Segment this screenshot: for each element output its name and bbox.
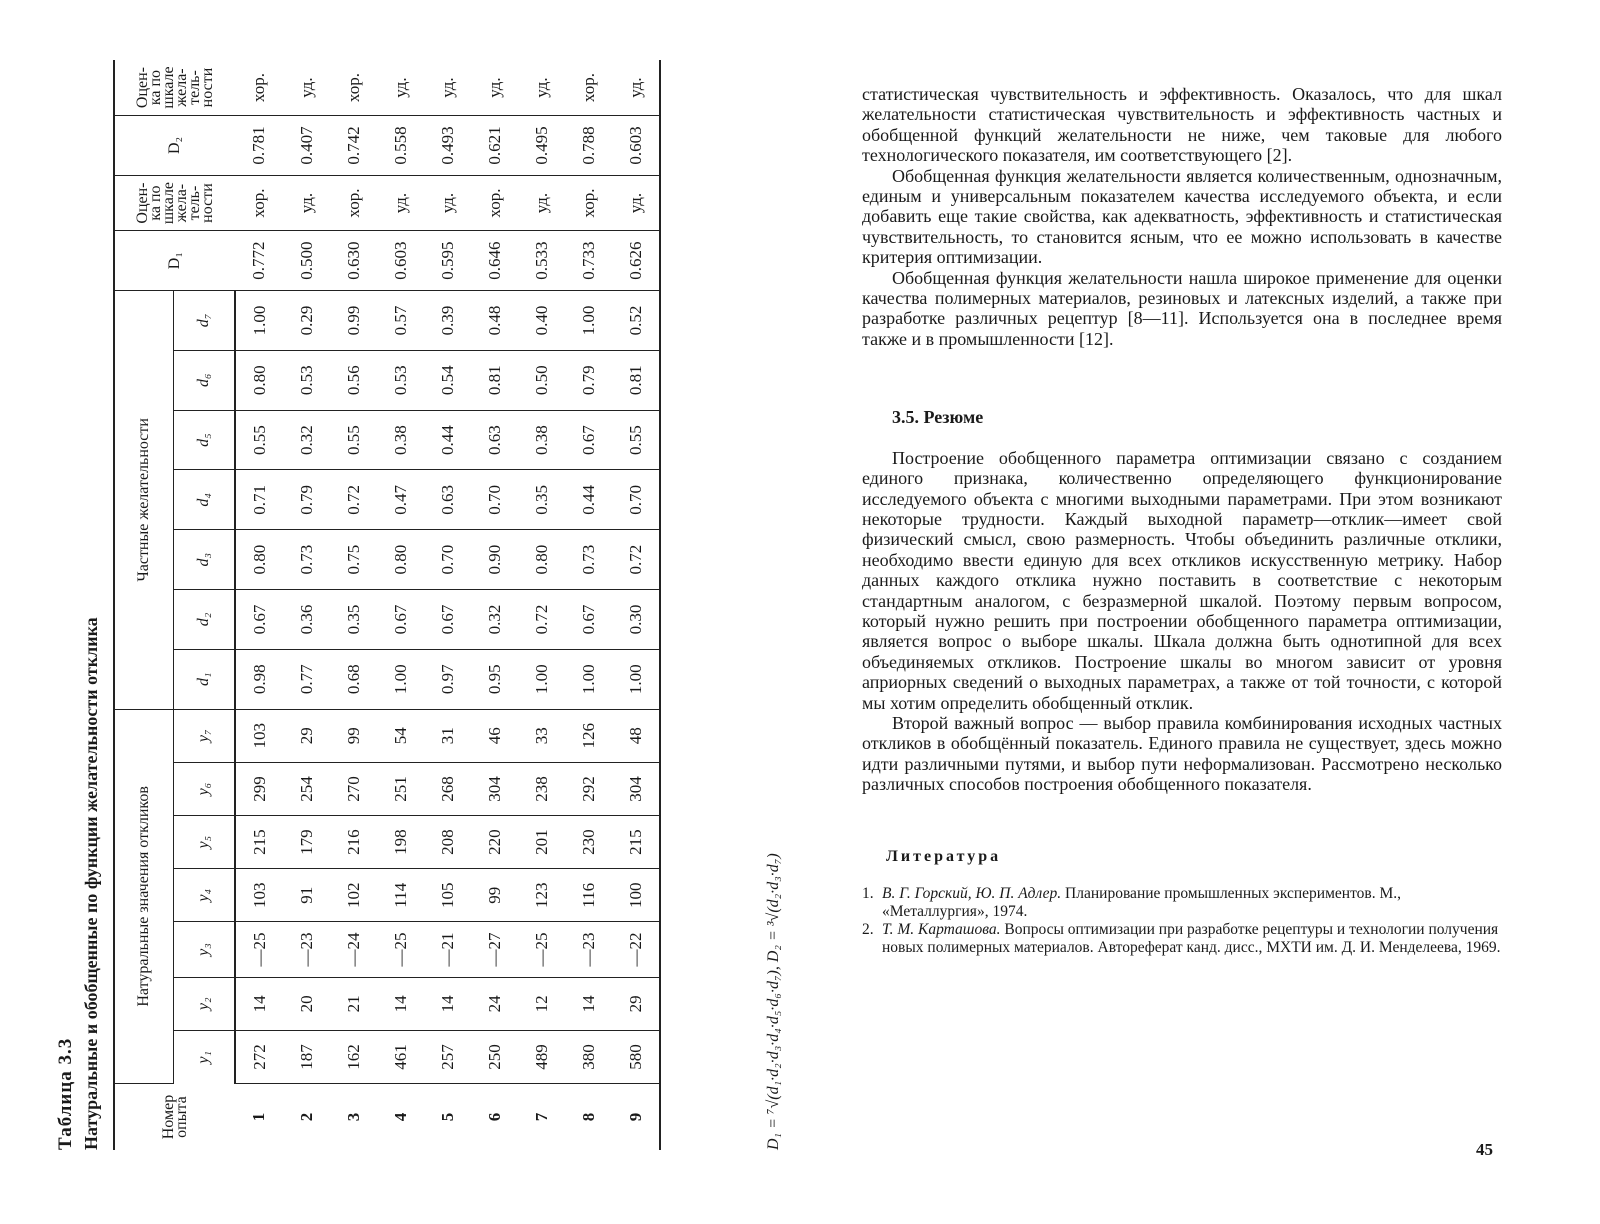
y4-cell: 123	[518, 869, 565, 922]
d4-cell: 0.70	[471, 470, 518, 530]
d7-cell: 0.99	[330, 291, 377, 351]
d5-cell: 0.67	[565, 410, 612, 470]
d1-cell: 0.98	[235, 649, 283, 709]
header-d3: d₃	[174, 530, 236, 590]
table-title: Натуральные и обобщенные по функции желательности отклика	[81, 617, 101, 1150]
header-d1: d₁	[174, 649, 236, 709]
references-heading: Литература	[886, 847, 1002, 865]
d5-cell: 0.38	[377, 410, 424, 470]
rotated-table-block	[55, 60, 782, 1150]
reference-item	[862, 885, 1502, 921]
d6-cell: 0.53	[283, 350, 330, 410]
run-number-cell: 8	[578, 1112, 598, 1122]
score2-cell: хор.	[565, 60, 612, 116]
run-number-cell: 3	[343, 1112, 363, 1122]
d6-cell: 0.54	[424, 350, 471, 410]
header-D2: D₂	[114, 116, 235, 176]
score1-cell: уд.	[283, 175, 330, 230]
header-y2: y₂	[174, 977, 236, 1030]
d3-cell: 0.73	[565, 530, 612, 590]
D1-cell: 0.646	[471, 231, 518, 291]
d7-cell: 0.40	[518, 291, 565, 351]
y6-cell: 251	[377, 762, 424, 815]
y7-cell: 99	[330, 709, 377, 762]
header-d6: d₆	[174, 350, 236, 410]
D2-cell: 0.788	[565, 116, 612, 176]
D1-cell: 0.500	[283, 231, 330, 291]
reference-details: Вопросы оптимизации при разработке рецептуры и технологии получения новых полимерных материалов. Автореферат канд. дисс., МХТИ им. Д. И. Менделеева, 1969.	[882, 921, 1501, 956]
y3-cell: —27	[471, 922, 518, 977]
d6-cell: 0.81	[612, 350, 660, 410]
score1-cell: уд.	[377, 175, 424, 230]
y1-cell: 580	[612, 1030, 660, 1083]
d6-cell: 0.50	[518, 350, 565, 410]
y2-cell: 29	[612, 977, 660, 1030]
D2-cell: 0.621	[471, 116, 518, 176]
y2-cell: 21	[330, 977, 377, 1030]
y1-cell: 461	[377, 1030, 424, 1083]
d2-cell: 0.67	[235, 590, 283, 650]
y1-cell: 162	[330, 1030, 377, 1083]
paragraph-continued: статистическая чувствительность и эффективность. Оказалось, что для шкал желательности статистическая чувствительность и эффективность частных и обобщенной функций желательности не ниже, чем таковые для любого технологического показателя, им соответствующего [2].	[862, 84, 1502, 166]
header-run-number: Номер опыта	[160, 1094, 190, 1140]
d6-cell: 0.81	[471, 350, 518, 410]
score1-cell: хор.	[471, 175, 518, 230]
y6-cell: 299	[235, 762, 283, 815]
y3-cell: —24	[330, 922, 377, 977]
reference-authors: Т. М. Карташова.	[882, 921, 1001, 938]
D2-cell: 0.558	[377, 116, 424, 176]
d3-cell: 0.75	[330, 530, 377, 590]
score1-cell: хор.	[235, 175, 283, 230]
header-D1: D₁	[114, 231, 235, 291]
d5-cell: 0.38	[518, 410, 565, 470]
d7-cell: 0.29	[283, 291, 330, 351]
score1-cell: уд.	[518, 175, 565, 230]
y5-cell: 230	[565, 816, 612, 869]
y4-cell: 103	[235, 869, 283, 922]
y3-cell: —21	[424, 922, 471, 977]
table-row	[612, 60, 660, 1150]
D2-cell: 0.781	[235, 116, 283, 176]
d1-cell: 0.95	[471, 649, 518, 709]
y3-cell: —23	[565, 922, 612, 977]
page-number: 45	[1476, 1140, 1493, 1159]
d3-cell: 0.72	[612, 530, 660, 590]
y4-cell: 116	[565, 869, 612, 922]
y1-cell: 257	[424, 1030, 471, 1083]
y7-cell: 54	[377, 709, 424, 762]
d7-cell: 0.39	[424, 291, 471, 351]
d4-cell: 0.79	[283, 470, 330, 530]
header-y1: y₁	[174, 1030, 236, 1083]
table-row	[283, 60, 330, 1150]
score2-cell: хор.	[235, 60, 283, 116]
d3-cell: 0.70	[424, 530, 471, 590]
y3-cell: —22	[612, 922, 660, 977]
d7-cell: 0.48	[471, 291, 518, 351]
run-number-cell: 7	[531, 1112, 551, 1122]
d7-cell: 1.00	[565, 291, 612, 351]
run-number-cell: 1	[249, 1112, 268, 1122]
y7-cell: 29	[283, 709, 330, 762]
D2-cell: 0.603	[612, 116, 660, 176]
D1-cell: 0.733	[565, 231, 612, 291]
D2-cell: 0.495	[518, 116, 565, 176]
y2-cell: 12	[518, 977, 565, 1030]
paragraph: Обобщенная функция желательности нашла широкое применение для оценки качества полимерных материалов, резиновых и латексных изделий, а также при разработке различных рецептур [8—11]. Используется она в последнее время также и в промышленности [12].	[862, 267, 1502, 349]
y6-cell: 268	[424, 762, 471, 815]
D1-cell: 0.626	[612, 231, 660, 291]
d5-cell: 0.63	[471, 410, 518, 470]
score2-cell: уд.	[612, 60, 660, 116]
y2-cell: 14	[424, 977, 471, 1030]
right-page	[862, 84, 1502, 957]
y1-cell: 187	[283, 1030, 330, 1083]
d5-cell: 0.55	[235, 410, 283, 470]
y1-cell: 250	[471, 1030, 518, 1083]
header-d5: d₅	[174, 410, 236, 470]
score1-cell: хор.	[565, 175, 612, 230]
D2-cell: 0.742	[330, 116, 377, 176]
y2-cell: 14	[235, 977, 283, 1030]
d6-cell: 0.53	[377, 350, 424, 410]
d4-cell: 0.71	[235, 470, 283, 530]
reference-item	[862, 921, 1502, 957]
D1-cell: 0.533	[518, 231, 565, 291]
table-row	[235, 60, 283, 1150]
header-d4: d₄	[174, 470, 236, 530]
desirability-table	[113, 60, 661, 1150]
d3-cell: 0.80	[518, 530, 565, 590]
d5-cell: 0.32	[283, 410, 330, 470]
reference-details: Планирование промышленных экспериментов. М., «Металлургия», 1974.	[882, 885, 1401, 920]
d2-cell: 0.72	[518, 590, 565, 650]
D2-cell: 0.493	[424, 116, 471, 176]
reference-text	[882, 921, 1502, 957]
D1-cell: 0.595	[424, 231, 471, 291]
d2-cell: 0.30	[612, 590, 660, 650]
y5-cell: 215	[235, 816, 283, 869]
d1-cell: 1.00	[565, 649, 612, 709]
d4-cell: 0.70	[612, 470, 660, 530]
d3-cell: 0.80	[235, 530, 283, 590]
d3-cell: 0.73	[283, 530, 330, 590]
d4-cell: 0.63	[424, 470, 471, 530]
header-d7: d₇	[174, 291, 236, 351]
d3-cell: 0.80	[377, 530, 424, 590]
y6-cell: 238	[518, 762, 565, 815]
y4-cell: 91	[283, 869, 330, 922]
y5-cell: 179	[283, 816, 330, 869]
d2-cell: 0.67	[377, 590, 424, 650]
y5-cell: 220	[471, 816, 518, 869]
header-d2: d₂	[174, 590, 236, 650]
d1-cell: 1.00	[612, 649, 660, 709]
y1-cell: 272	[235, 1030, 283, 1083]
d7-cell: 1.00	[235, 291, 283, 351]
table-row	[424, 60, 471, 1150]
D1-cell: 0.772	[235, 231, 283, 291]
d1-cell: 1.00	[377, 649, 424, 709]
score1-cell: уд.	[612, 175, 660, 230]
D1-cell: 0.630	[330, 231, 377, 291]
d2-cell: 0.35	[330, 590, 377, 650]
y6-cell: 270	[330, 762, 377, 815]
header-y6: y₆	[174, 762, 236, 815]
table-caption: Таблица 3.3	[55, 1037, 76, 1150]
d3-cell: 0.90	[471, 530, 518, 590]
d6-cell: 0.56	[330, 350, 377, 410]
d7-cell: 0.52	[612, 291, 660, 351]
score2-cell: уд.	[424, 60, 471, 116]
y7-cell: 48	[612, 709, 660, 762]
y7-cell: 31	[424, 709, 471, 762]
d5-cell: 0.55	[330, 410, 377, 470]
score2-cell: уд.	[377, 60, 424, 116]
d2-cell: 0.67	[565, 590, 612, 650]
d5-cell: 0.44	[424, 410, 471, 470]
score2-cell: хор.	[330, 60, 377, 116]
d1-cell: 0.68	[330, 649, 377, 709]
d2-cell: 0.67	[424, 590, 471, 650]
header-y3: y₃	[174, 922, 236, 977]
y4-cell: 99	[471, 869, 518, 922]
header-partial-desirability: Частные желательности	[114, 291, 174, 710]
d7-cell: 0.57	[377, 291, 424, 351]
y4-cell: 105	[424, 869, 471, 922]
header-y7: y₇	[174, 709, 236, 762]
y3-cell: —25	[518, 922, 565, 977]
y2-cell: 14	[377, 977, 424, 1030]
paragraph: Второй важный вопрос — выбор правила комбинирования исходных частных откликов в обобщённый показатель. Единого правила не существует, здесь можно идти различными путями, и выбор пути неформализован. Рассмотрено несколько различных способов построения обобщенного показателя.	[862, 712, 1502, 795]
y5-cell: 201	[518, 816, 565, 869]
run-number-cell: 6	[484, 1112, 504, 1122]
y5-cell: 208	[424, 816, 471, 869]
y3-cell: —25	[235, 922, 283, 977]
d1-cell: 1.00	[518, 649, 565, 709]
header-y5: y₅	[174, 816, 236, 869]
run-number-cell: 4	[390, 1112, 410, 1122]
reference-number: 2.	[862, 921, 874, 938]
table-row	[330, 60, 377, 1150]
left-page	[0, 0, 790, 1224]
d4-cell: 0.35	[518, 470, 565, 530]
score2-cell: уд.	[471, 60, 518, 116]
y7-cell: 103	[235, 709, 283, 762]
paragraph: Построение обобщенного параметра оптимизации связано с созданием единого признака, количественно определяющего функционирование исследуемого объекта с многими выходными параметрами. При этом возникают некоторые трудности. Каждый выходной параметр—отклик—имеет свой физический смысл, свою размерность. Чтобы объединить различные отклики, необходимо ввести единую для всех откликов искусственную метрику. Набор данных каждого отклика нужно поставить в соответствие с некоторым стандартным аналогом, с безразмерной шкалой. Поэтому первым вопросом, который нужно решить при построении обобщенного параметра оптимизации, является вопрос о выборе шкалы. Шкала должна быть однотипной для всех объединяемых откликов. Построение шкалы во многом зависит от уровня априорных сведений о выходных параметрах, а также от той точности, с которой мы хотим определить обобщенный отклик.	[862, 447, 1502, 713]
run-number-cell: 5	[437, 1112, 457, 1122]
y4-cell: 102	[330, 869, 377, 922]
header-y4: y₄	[174, 869, 236, 922]
d6-cell: 0.79	[565, 350, 612, 410]
header-score-2: Оцен-ка по шкале жела-тель-ности	[114, 60, 235, 116]
y4-cell: 114	[377, 869, 424, 922]
d4-cell: 0.47	[377, 470, 424, 530]
d1-cell: 0.77	[283, 649, 330, 709]
d4-cell: 0.72	[330, 470, 377, 530]
d2-cell: 0.32	[471, 590, 518, 650]
d5-cell: 0.55	[612, 410, 660, 470]
y5-cell: 198	[377, 816, 424, 869]
section-heading: 3.5. Резюме	[892, 407, 984, 428]
y2-cell: 20	[283, 977, 330, 1030]
y4-cell: 100	[612, 869, 660, 922]
d4-cell: 0.44	[565, 470, 612, 530]
y1-cell: 489	[518, 1030, 565, 1083]
reference-list	[862, 885, 1502, 957]
reference-text	[882, 885, 1502, 921]
y7-cell: 126	[565, 709, 612, 762]
table-body	[235, 60, 660, 1150]
y6-cell: 304	[471, 762, 518, 815]
d6-cell: 0.80	[235, 350, 283, 410]
y6-cell: 304	[612, 762, 660, 815]
d1-cell: 0.97	[424, 649, 471, 709]
formula-line: D₁ = ⁷√(d₁·d₂·d₃·d₄·d₅·d₆·d₇), D₂ = ³√(d₂·d₃·d₇)	[765, 853, 782, 1150]
D2-cell: 0.407	[283, 116, 330, 176]
run-number-cell: 2	[296, 1112, 316, 1122]
D1-cell: 0.603	[377, 231, 424, 291]
d2-cell: 0.36	[283, 590, 330, 650]
score1-cell: хор.	[330, 175, 377, 230]
run-number-cell: 9	[612, 1084, 660, 1150]
y5-cell: 215	[612, 816, 660, 869]
y2-cell: 24	[471, 977, 518, 1030]
y3-cell: —23	[283, 922, 330, 977]
reference-authors: В. Г. Горский, Ю. П. Адлер.	[882, 885, 1062, 902]
table-row	[471, 60, 518, 1150]
y2-cell: 14	[565, 977, 612, 1030]
table-row	[518, 60, 565, 1150]
score2-cell: уд.	[283, 60, 330, 116]
header-natural-values: Натуральные значения откликов	[114, 709, 174, 1083]
y6-cell: 254	[283, 762, 330, 815]
reference-number: 1.	[862, 885, 874, 902]
y6-cell: 292	[565, 762, 612, 815]
y5-cell: 216	[330, 816, 377, 869]
section-body	[862, 448, 1502, 795]
header-score-1: Оцен-ка по шкале жела-тель-ности	[114, 175, 235, 230]
y7-cell: 46	[471, 709, 518, 762]
y3-cell: —25	[377, 922, 424, 977]
table-row	[377, 60, 424, 1150]
y1-cell: 380	[565, 1030, 612, 1083]
table-row	[565, 60, 612, 1150]
score1-cell: уд.	[424, 175, 471, 230]
score2-cell: уд.	[518, 60, 565, 116]
y7-cell: 33	[518, 709, 565, 762]
paragraph: Обобщенная функция желательности является количественным, однозначным, единым и универсальным показателем качества исследуемого объекта, и если добавить еще такие свойства, как адекватность, эффективность и статистическая чувствительность, то становится ясным, что ее можно использовать в качестве критерия оптимизации.	[862, 165, 1502, 268]
